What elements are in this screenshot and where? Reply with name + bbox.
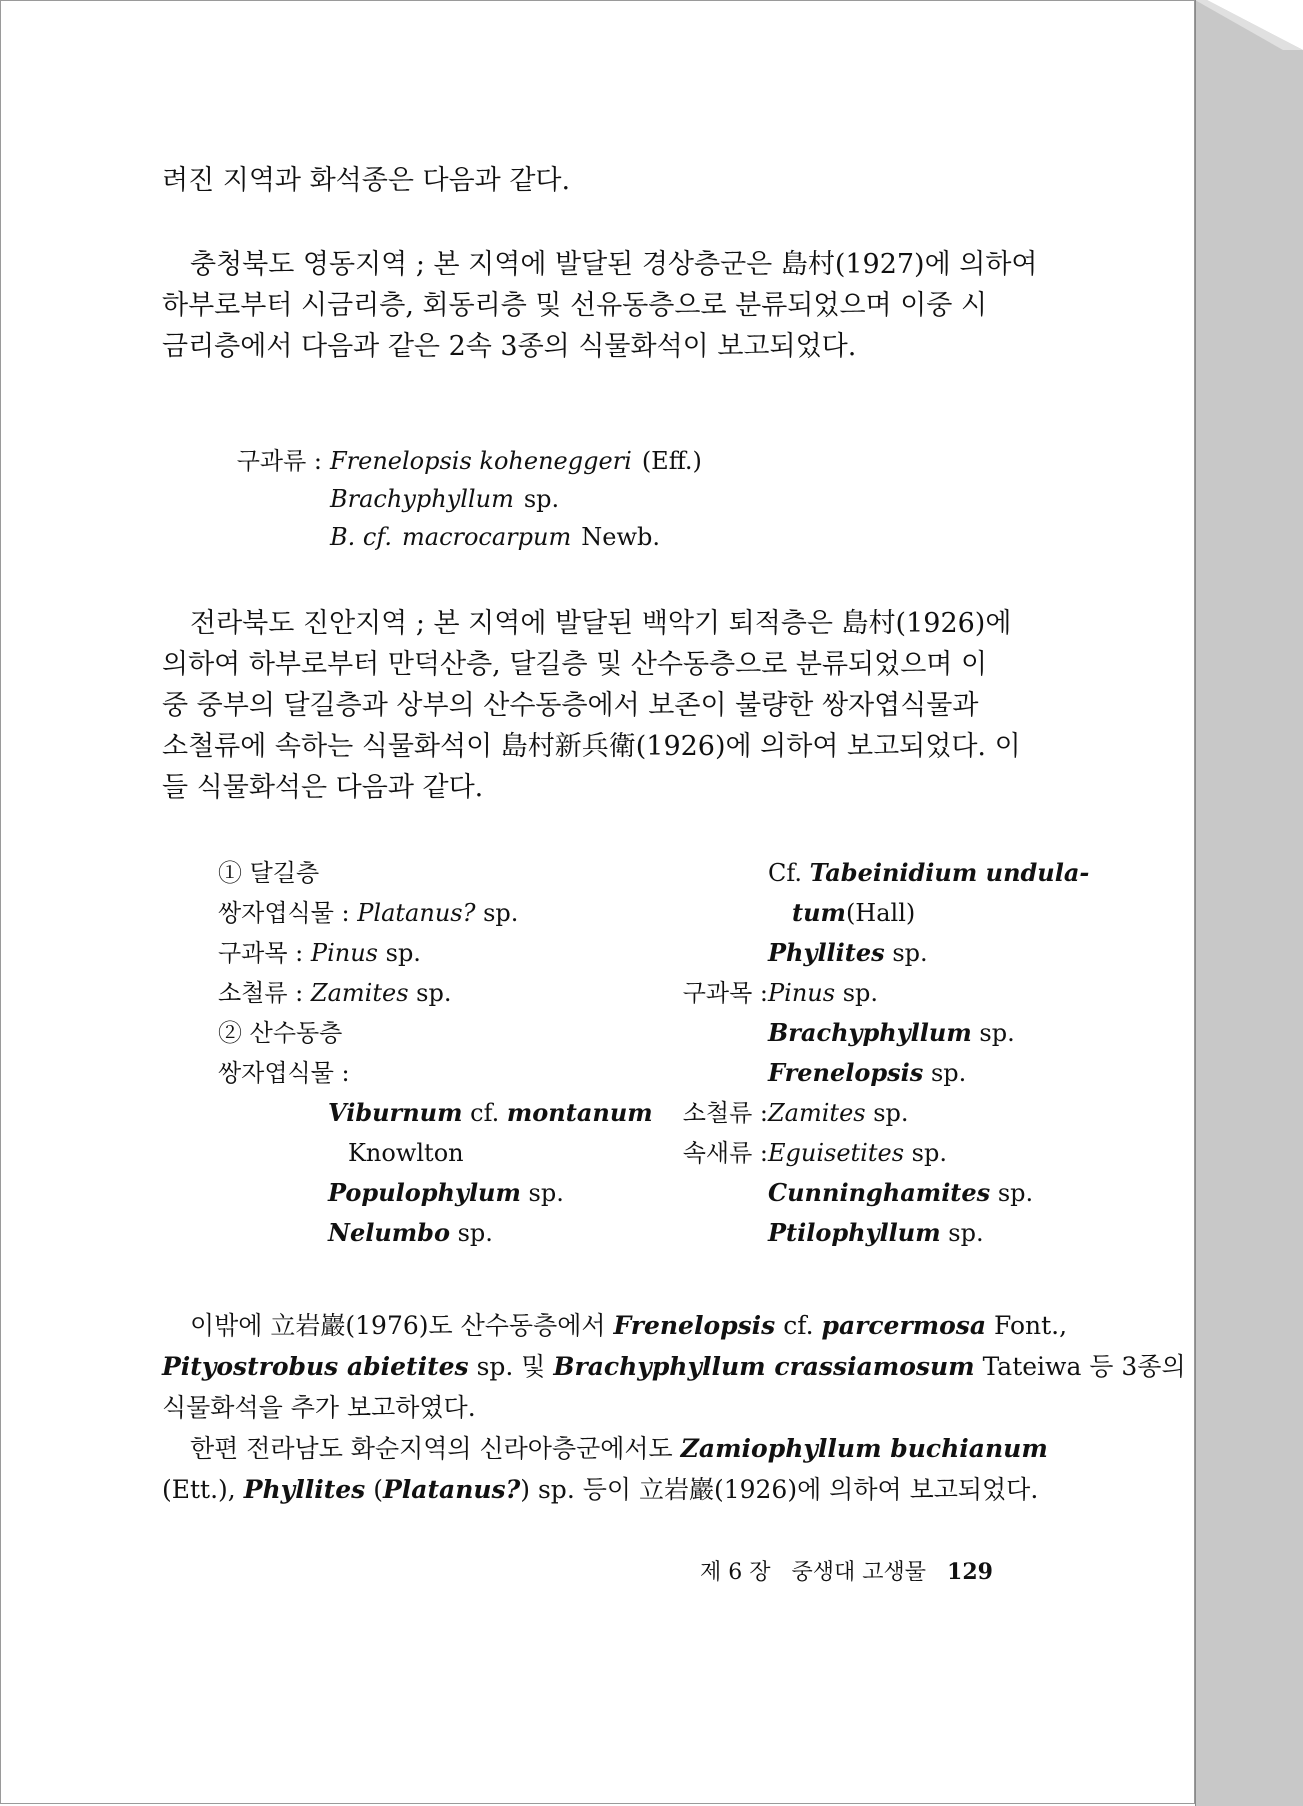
paragraph-line: 소철류에 속하는 식물화석이 島村新兵衛(1926)에 의하여 보고되었다. 이 <box>162 731 1021 762</box>
paragraph-line: 금리층에서 다음과 같은 2속 3종의 식물화석이 보고되었다. <box>162 331 857 362</box>
paragraph-line: 충청북도 영동지역 ; 본 지역에 발달된 경상층군은 島村(1927)에 의하여 <box>190 249 1038 280</box>
paragraph-line: 들 식물화석은 다음과 같다. <box>162 772 484 803</box>
list-item <box>218 893 653 933</box>
list-label: 소철류 : <box>682 1099 768 1127</box>
species-author: sp. <box>979 1019 1015 1047</box>
list-item <box>218 480 702 518</box>
text-run: sp. 및 <box>476 1352 546 1381</box>
list-item <box>664 1093 1089 1133</box>
species-name: macrocarpum <box>402 523 572 551</box>
list-item <box>218 933 653 973</box>
intro-text-block <box>162 160 1050 201</box>
species-author: sp. <box>523 485 560 513</box>
list-item <box>664 853 1089 893</box>
text-run: 한편 전라남도 화순지역의 신라아층군에서도 <box>190 1434 673 1463</box>
list-item <box>664 973 1089 1013</box>
species-prefix: B. cf. <box>330 523 392 551</box>
species-name: Ptilophyllum <box>768 1218 941 1247</box>
species-name: Cunninghamites <box>768 1178 991 1207</box>
species-name: Frenelopsis <box>768 1058 924 1087</box>
list-item <box>664 1013 1089 1053</box>
list-item <box>664 1053 1089 1093</box>
section-heading: ② 산수동층 <box>218 1019 343 1047</box>
list-item <box>218 1093 653 1133</box>
paragraph-line: 의하여 하부로부터 만덕산층, 달길층 및 산수동층으로 분류되었으며 이 <box>162 649 988 680</box>
species-author: sp. <box>385 939 421 967</box>
paragraph-line <box>162 1469 1050 1510</box>
section-heading: ① 달길층 <box>218 859 320 887</box>
species-name: Brachyphyllum crassiamosum <box>553 1352 975 1381</box>
species-name: tum <box>792 898 846 927</box>
page-edge-shape <box>1195 0 1303 1806</box>
species-author: sp. <box>873 1099 909 1127</box>
species-name: Zamites <box>768 1099 866 1127</box>
text-run: Tateiwa 등 3종의 <box>982 1352 1186 1381</box>
species-name: Frenelopsis koheneggeri <box>330 447 632 475</box>
species-name: Platanus? <box>357 899 476 927</box>
list-label: 쌍자엽식물 : <box>218 899 350 927</box>
list-item <box>218 442 702 480</box>
paragraph-line <box>162 1428 1050 1469</box>
fossil-list-conifer <box>218 442 702 556</box>
species-author: sp. <box>416 979 452 1007</box>
text-run: ( <box>373 1475 383 1504</box>
species-name: Populophylum <box>328 1178 521 1207</box>
page-number: 129 <box>947 1559 993 1585</box>
list-label: 속새류 : <box>682 1139 768 1167</box>
species-author: sp. <box>892 939 928 967</box>
species-name: Zamites <box>310 979 409 1007</box>
species-name: Tabeinidium undula- <box>809 858 1090 887</box>
species-name: Phyllites <box>243 1475 366 1504</box>
list-item <box>218 518 702 556</box>
species-cf: Cf. <box>768 859 803 887</box>
species-author: (Eff.) <box>641 447 702 475</box>
paragraph-line: 전라북도 진안지역 ; 본 지역에 발달된 백악기 퇴적층은 島村(1926)에 <box>190 608 1012 639</box>
species-author: Newb. <box>581 523 660 551</box>
paragraph-line: 식물화석을 추가 보고하였다. <box>162 1393 476 1422</box>
text-run: cf. <box>783 1311 814 1340</box>
paragraph-line <box>162 1305 1068 1346</box>
species-author: sp. <box>528 1179 564 1207</box>
paragraph-jeonnam <box>162 1428 1050 1510</box>
list-item <box>218 1213 653 1253</box>
species-name: Eguisetites <box>768 1139 905 1167</box>
list-label: 구과목 : <box>682 979 768 1007</box>
species-name: montanum <box>506 1098 653 1127</box>
list-item <box>664 1213 1089 1253</box>
list-label: 구과류 : <box>236 447 322 475</box>
text-run: ) sp. 등이 立岩巖(1926)에 의하여 보고되었다. <box>520 1475 1039 1504</box>
page-footer <box>700 1555 1007 1586</box>
paragraph-jeonbuk <box>162 603 1050 808</box>
intro-line: 려진 지역과 화석종은 다음과 같다. <box>162 165 571 196</box>
list-item <box>218 1173 653 1213</box>
species-author: sp. <box>911 1139 947 1167</box>
list-item <box>218 973 653 1013</box>
chapter-label: 제 6 장 <box>700 1560 771 1585</box>
paragraph-chungbuk <box>162 244 1050 367</box>
species-name: Viburnum <box>328 1098 463 1127</box>
species-cf: cf. <box>470 1099 500 1127</box>
species-name: parcermosa <box>821 1311 987 1340</box>
species-author: sp. <box>948 1219 984 1247</box>
list-item <box>664 1173 1089 1213</box>
list-item <box>664 893 1089 933</box>
species-name: Pinus <box>768 979 836 1007</box>
species-name: Phyllites <box>768 938 885 967</box>
list-label: 쌍자엽식물 : <box>218 1059 350 1087</box>
species-author: sp. <box>842 979 879 1007</box>
list-item <box>664 1133 1089 1173</box>
text-run: Font., <box>994 1311 1068 1340</box>
species-name: Frenelopsis <box>613 1311 776 1340</box>
species-author: (Hall) <box>845 899 916 927</box>
species-name: Platanus? <box>382 1475 521 1504</box>
chapter-title: 중생대 고생물 <box>791 1560 927 1585</box>
text-run: (Ett.), <box>162 1475 236 1504</box>
species-author: sp. <box>457 1219 493 1247</box>
fossil-list-right <box>664 853 1089 1253</box>
fossil-list-left <box>218 853 653 1253</box>
species-author: Knowlton <box>348 1139 464 1167</box>
species-name: Nelumbo <box>328 1218 450 1247</box>
paragraph-additional <box>162 1305 1186 1428</box>
species-name: Brachyphyllum <box>768 1018 972 1047</box>
species-name: Pityostrobus abietites <box>162 1352 469 1381</box>
species-name: Brachyphyllum <box>330 485 514 513</box>
paragraph-line: 중 중부의 달길층과 상부의 산수동층에서 보존이 불량한 쌍자엽식물과 <box>162 690 979 721</box>
list-item <box>664 933 1089 973</box>
species-author: sp. <box>930 1059 967 1087</box>
list-label: 소철류 : <box>218 979 304 1007</box>
species-author: sp. <box>483 899 519 927</box>
species-author: sp. <box>997 1179 1034 1207</box>
list-label: 구과목 : <box>218 939 304 967</box>
paragraph-line: 하부로부터 시금리층, 회동리층 및 선유동층으로 분류되었으며 이중 시 <box>162 290 988 321</box>
species-name: Pinus <box>310 939 378 967</box>
text-run: 이밖에 立岩巖(1976)도 산수동층에서 <box>190 1311 606 1340</box>
paragraph-line <box>162 1346 1186 1387</box>
species-name: Zamiophyllum buchianum <box>680 1434 1048 1463</box>
